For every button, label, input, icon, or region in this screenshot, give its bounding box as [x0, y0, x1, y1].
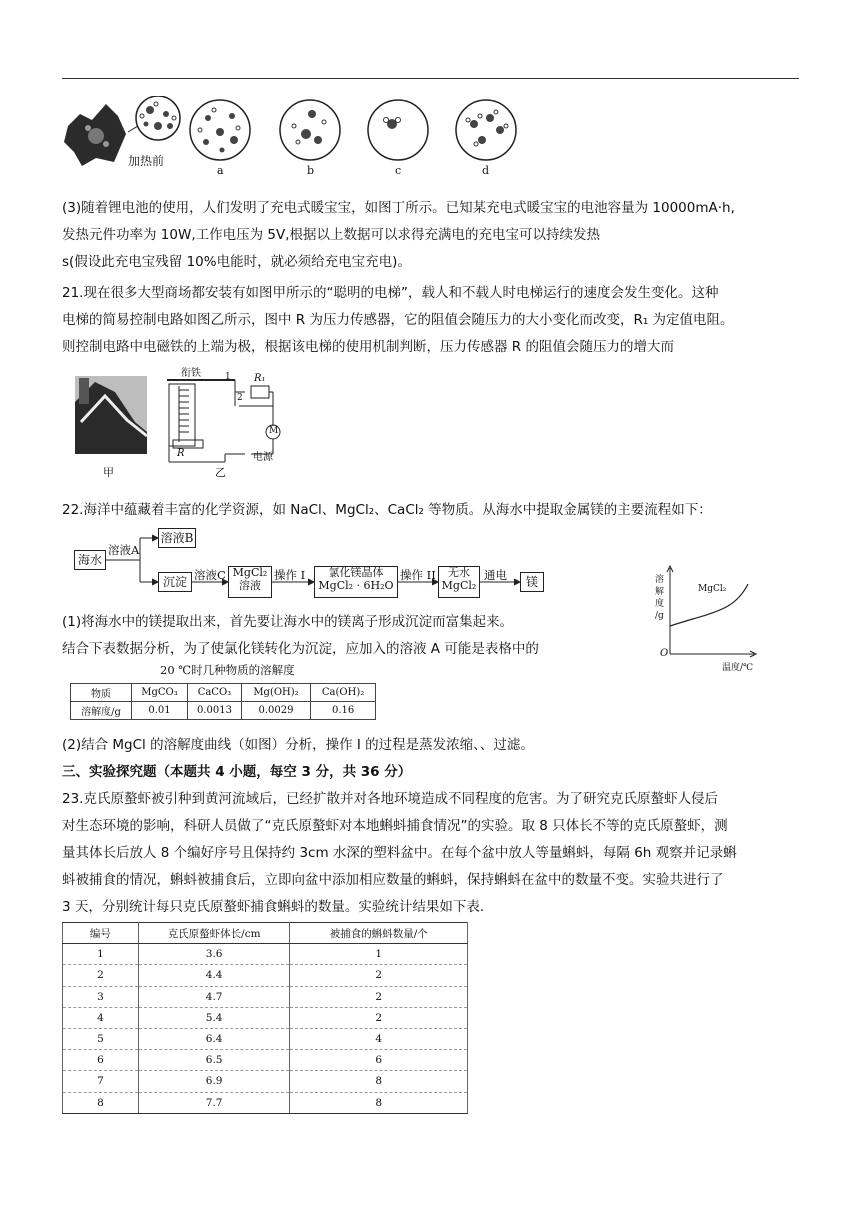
flow-crystal-line1: 氯化镁晶体: [328, 566, 384, 579]
elevator-photo: [75, 376, 147, 454]
text-line: 23.克氏原螯虾被引种到黄河流域后，已经扩散并对各地环境造成不同程度的危害。为了研究克氏原螯虾人侵后: [62, 791, 718, 807]
text-line: (3)随着锂电池的使用，人们发明了充电式暖宝宝，如图丁所示。已知某充电式暖宝宝的电池容量为 10000mA·h,: [62, 200, 735, 216]
question-21: [62, 280, 802, 361]
sol-value-cell: 0.01: [131, 702, 187, 720]
curve-series-label: MgCl₂: [698, 584, 727, 594]
curve-origin: O: [660, 648, 669, 659]
label-jia: 甲: [103, 466, 114, 479]
sol-header-cell: MgCO₃: [131, 684, 187, 702]
label-a: a: [217, 164, 224, 177]
sol-value-cell: 0.16: [311, 702, 376, 720]
label-armature: 衔铁: [181, 368, 201, 379]
table-cell: 6.9: [138, 1071, 290, 1092]
curve-y-label-1: 溶: [655, 575, 665, 585]
table-cell: 3.6: [138, 944, 290, 965]
label-d: d: [482, 164, 490, 177]
crayfish-header-cell: 编号: [63, 923, 139, 944]
table-cell: 5.4: [138, 1007, 290, 1028]
flow-mgcl2-solution-line1: MgCl₂: [232, 566, 268, 579]
crayfish-header-cell: 被捕食的蝌蚪数量/个: [290, 923, 468, 944]
question-22-part1-b: 结合下表数据分析，为了使氯化镁转化为沉淀，应加入的溶液 A 可能是表格中的: [62, 641, 539, 657]
label-c: c: [395, 164, 402, 177]
sol-header-cell: Ca(OH)₂: [311, 684, 376, 702]
curve-y-label-3: 度: [655, 599, 665, 609]
question-20-part3: [62, 195, 802, 276]
text-line: 蚪被捕食的情况，蝌蚪被捕食后，立即向盆中添加相应数量的蝌蚪，保持蝌蚪在盆中的数量不变。实验共进行了: [62, 872, 724, 888]
table-cell: 1: [63, 944, 139, 965]
label-yi: 乙: [215, 466, 226, 479]
flow-magnesium: 镁: [520, 572, 544, 592]
label-motor: M: [269, 426, 279, 436]
question-22-intro: 22.海洋中蕴藏着丰富的化学资源，如 NaCl、MgCl₂、CaCl₂ 等物质。从海水中提取金属镁的主要流程如下：: [62, 502, 712, 518]
curve-y-label-4: /g: [655, 611, 664, 621]
table-cell: 8: [63, 1092, 139, 1113]
label-switch-2: 2: [237, 393, 243, 403]
table-row: [63, 1028, 468, 1049]
table-cell: 6: [63, 1050, 139, 1071]
crayfish-header-cell: 克氏原螯虾体长/cm: [138, 923, 290, 944]
text-line: 则控制电路中电磁铁的上端为极，根据该电梯的使用机制判断，压力传感器 R 的阻值会随压力的增大而: [62, 339, 674, 355]
text-line: 21.现在很多大型商场都安装有如图甲所示的“聪明的电梯”，载人和不载人时电梯运行的速度会发生变化。这种: [62, 285, 719, 301]
curve-x-label: 温度/℃: [722, 663, 754, 673]
flow-precipitate: 沉淀: [158, 572, 192, 592]
section-3-title: 三、实验探究题（本题共 4 小题，每空 3 分，共 36 分）: [62, 764, 412, 780]
solubility-table: [70, 683, 376, 720]
table-cell: 2: [290, 986, 468, 1007]
table-cell: 4.4: [138, 965, 290, 986]
table-cell: 5: [63, 1028, 139, 1049]
table-cell: 6: [290, 1050, 468, 1071]
table-row: [63, 965, 468, 986]
table-row: [63, 1007, 468, 1028]
flow-mgcl2-solution-line2: 溶液: [239, 578, 261, 592]
table-cell: 8: [290, 1071, 468, 1092]
question-22-part1: (1)将海水中的镁提取出来，首先要让海水中的镁离子形成沉淀而富集起来。: [62, 614, 514, 630]
text-line: 发热元件功率为 10W,工作电压为 5V,根据以上数据可以求得充满电的充电宝可以持续发热: [62, 227, 601, 243]
table-row: [63, 944, 468, 965]
flow-mgcl2-crystal: [314, 566, 398, 598]
flow-mgcl2-solution: [228, 566, 272, 598]
solubility-table-title: 20 ℃时几种物质的溶解度: [160, 663, 295, 677]
solubility-curve-plot: [654, 562, 764, 674]
label-switch-1: 1: [225, 372, 231, 382]
label-before-heating: 加热前: [128, 154, 165, 168]
flow-label-sol-c: 溶液C: [194, 568, 226, 582]
table-cell: 3: [63, 986, 139, 1007]
table-cell: 7: [63, 1071, 139, 1092]
sol-header-cell: CaCO₃: [188, 684, 242, 702]
elevator-figure: [75, 362, 295, 480]
table-cell: 7.7: [138, 1092, 290, 1113]
flow-sol-b: 溶液B: [158, 528, 196, 548]
label-b: b: [307, 164, 315, 177]
sol-value-cell: 0.0013: [188, 702, 242, 720]
flow-label-op2: 操作 II: [400, 568, 436, 582]
curve-y-label: [655, 574, 664, 622]
flow-label-electrolysis: 通电: [484, 568, 507, 582]
curve-y-label-2: 解: [655, 587, 665, 597]
table-cell: 2: [63, 965, 139, 986]
table-row: [63, 986, 468, 1007]
table-cell: 6.5: [138, 1050, 290, 1071]
flow-seawater: 海水: [74, 550, 106, 570]
table-row: [63, 1092, 468, 1113]
particle-figure: [62, 96, 532, 178]
hand-warmer-image: [64, 104, 126, 166]
table-cell: 2: [290, 1007, 468, 1028]
table-cell: 4: [290, 1028, 468, 1049]
text-line: s(假设此充电宝残留 10%电能时，就必须给充电宝充电)。: [62, 254, 411, 270]
table-cell: 8: [290, 1092, 468, 1113]
crayfish-table: [62, 922, 468, 1114]
label-r: R: [177, 448, 185, 459]
flow-anhydrous-line2: MgCl₂: [441, 578, 477, 592]
flow-label-op1: 操作 I: [274, 568, 306, 582]
question-23: [62, 786, 802, 921]
header-rule: [62, 78, 799, 79]
solubility-curve: [654, 562, 764, 674]
table-cell: 1: [290, 944, 468, 965]
table-cell: 2: [290, 965, 468, 986]
sol-header-cell: Mg(OH)₂: [241, 684, 310, 702]
table-cell: 4: [63, 1007, 139, 1028]
question-22-part2: (2)结合 MgCl 的溶解度曲线（如图）分析，操作 I 的过程是蒸发浓缩、、过滤。: [62, 737, 534, 753]
table-row: [63, 1050, 468, 1071]
label-power: 电源: [253, 452, 273, 463]
sol-header-cell: 物质: [71, 684, 132, 702]
table-cell: 4.7: [138, 986, 290, 1007]
table-cell: 6.4: [138, 1028, 290, 1049]
flow-anhydrous-line1: 无水: [448, 566, 470, 579]
flow-chart: [72, 526, 562, 596]
flow-crystal-line2: MgCl₂ · 6H₂O: [318, 578, 394, 592]
text-line: 对生态环境的影响，科研人员做了“克氏原螯虾对本地蝌蚪捕食情况”的实验。取 8 只体长不等的克氏原螯虾，测: [62, 818, 728, 834]
flow-anhydrous-mgcl2: [438, 566, 480, 598]
flow-label-sol-a: 溶液A: [108, 543, 140, 557]
text-line: 量其体长后放人 8 个编好序号且保持约 3cm 水深的塑料盆中。在每个盆中放人等量蝌蚪，每隔 6h 观察并记录蝌: [62, 845, 737, 861]
sol-value-cell: 0.0029: [241, 702, 310, 720]
sol-value-cell: 溶解度/g: [71, 702, 132, 720]
table-row: [63, 1071, 468, 1092]
label-r1: R₁: [254, 373, 266, 384]
text-line: 3 天，分别统计每只克氏原螯虾捕食蝌蚪的数量。实验统计结果如下表.: [62, 899, 485, 915]
text-line: 电梯的简易控制电路如图乙所示，图中 R 为压力传感器，它的阻值会随压力的大小变化而改变，R₁ 为定值电阻。: [62, 312, 734, 328]
